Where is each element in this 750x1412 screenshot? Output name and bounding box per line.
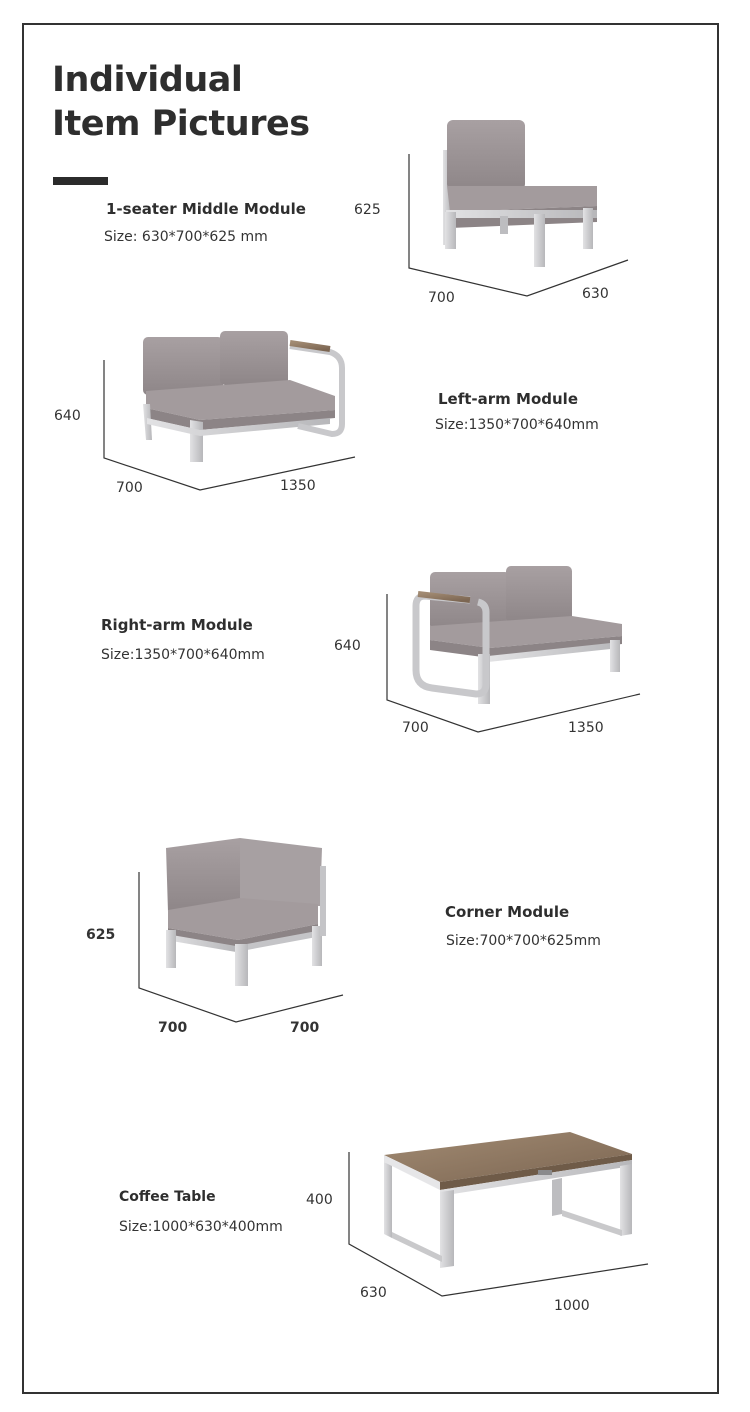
dim-depth-coffee-table: 630 <box>360 1285 387 1301</box>
dim-width-coffee-table: 1000 <box>554 1298 590 1314</box>
dim-height-middle-module: 625 <box>354 202 381 218</box>
middle-module-image <box>409 120 628 296</box>
item-size-corner-module: Size:700*700*625mm <box>446 933 601 949</box>
item-name-middle-module: 1-seater Middle Module <box>106 200 306 218</box>
item-size-right-arm-module: Size:1350*700*640mm <box>101 647 265 663</box>
coffee-table-image <box>349 1132 648 1296</box>
dim-width-middle-module: 630 <box>582 286 609 302</box>
dim-depth-left-arm-module: 700 <box>116 480 143 496</box>
corner-module-image <box>139 838 343 1022</box>
item-size-coffee-table: Size:1000*630*400mm <box>119 1219 283 1235</box>
right-arm-module-image <box>387 566 640 732</box>
item-name-coffee-table: Coffee Table <box>119 1189 216 1205</box>
title-line-2: Item Pictures <box>52 104 310 144</box>
dim-height-right-arm-module: 640 <box>334 638 361 654</box>
item-name-left-arm-module: Left-arm Module <box>438 390 578 408</box>
dim-width-right-arm-module: 1350 <box>568 720 604 736</box>
dim-width-corner-module: 700 <box>290 1020 320 1036</box>
dim-depth-corner-module: 700 <box>158 1020 188 1036</box>
dim-height-left-arm-module: 640 <box>54 408 81 424</box>
left-arm-module-image <box>104 331 355 490</box>
item-name-right-arm-module: Right-arm Module <box>101 616 253 634</box>
item-size-left-arm-module: Size:1350*700*640mm <box>435 417 599 433</box>
dim-depth-right-arm-module: 700 <box>402 720 429 736</box>
dim-width-left-arm-module: 1350 <box>280 478 316 494</box>
dim-depth-middle-module: 700 <box>428 290 455 306</box>
item-size-middle-module: Size: 630*700*625 mm <box>104 229 268 245</box>
item-name-corner-module: Corner Module <box>445 903 570 921</box>
dim-height-corner-module: 625 <box>86 927 116 943</box>
title-line-1: Individual <box>52 60 243 100</box>
dim-height-coffee-table: 400 <box>306 1192 333 1208</box>
